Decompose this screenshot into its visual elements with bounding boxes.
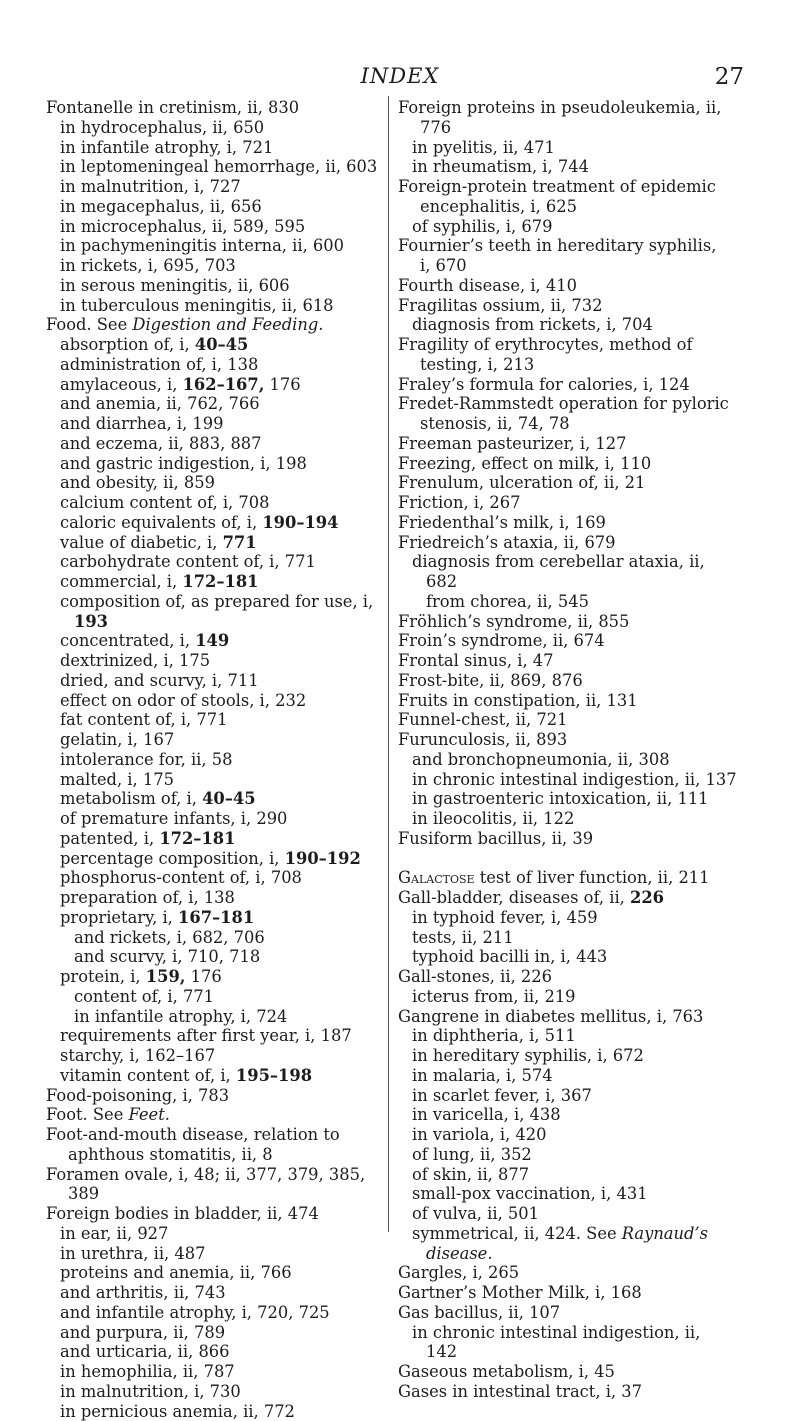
index-entry-text: and scurvy, i, 710, 718 [74,947,260,966]
index-entry [398,750,763,770]
index-entry-text: encephalitis, i, 625 [420,197,577,216]
index-entry [398,1046,763,1066]
index-entry-text: fat content of, i, 771 [60,710,227,729]
index-entry [46,1362,386,1382]
index-entry [398,177,763,197]
index-entry-text: calcium content of, i, 708 [60,493,269,512]
index-entry [398,868,763,888]
index-entry-text: Friedenthal’s milk, i, 169 [398,513,606,532]
index-entry-text: in hereditary syphilis, i, 672 [412,1046,644,1065]
index-entry-text: aphthous stomatitis, ii, 8 [68,1145,273,1164]
index-entry-text: 172–181 [159,829,235,848]
index-entry [46,513,386,533]
index-entry-text: Gartner’s Mother Milk, i, 168 [398,1283,642,1302]
section-gap [398,849,763,869]
index-entry-text: Foreign bodies in bladder, ii, 474 [46,1204,319,1223]
index-entry [46,157,386,177]
index-entry [46,375,386,395]
index-entry-text: in chronic intestinal indigestion, ii, 137 [412,770,737,789]
index-entry-text: in pachymeningitis interna, ii, 600 [60,236,344,255]
index-entry-text: Food. See [46,315,132,334]
index-entry-text: composition of, as prepared for use, i, [60,592,373,611]
index-entry-text: Gas bacillus, ii, 107 [398,1303,560,1322]
index-entry-text: in variola, i, 420 [412,1125,546,1144]
index-entry-text: and urticaria, ii, 866 [60,1342,230,1361]
index-entry [398,157,763,177]
index-entry-text: Gangrene in diabetes mellitus, i, 763 [398,1007,703,1026]
index-entry-text: Foreign-protein treatment of epidemic [398,177,716,196]
index-entry [46,1086,386,1106]
index-entry-text: icterus from, ii, 219 [412,987,576,1006]
index-entry-text: of premature infants, i, 290 [60,809,287,828]
index-entry-text: of vulva, ii, 501 [412,1204,539,1223]
index-entry-text: Gargles, i, 265 [398,1263,519,1282]
index-entry-text: Froin’s syndrome, ii, 674 [398,631,605,650]
index-entry-text: in tuberculous meningitis, ii, 618 [60,296,334,315]
index-entry [398,1026,763,1046]
index-entry [398,552,763,572]
index-entry [398,691,763,711]
index-entry [398,138,763,158]
index-entry-text: in rheumatism, i, 744 [412,157,589,176]
index-entry-text: in infantile atrophy, i, 724 [74,1007,287,1026]
index-entry-text: administration of, i, 138 [60,355,258,374]
index-entry-text: carbohydrate content of, i, 771 [60,552,316,571]
index-entry-text: typhoid bacilli in, i, 443 [412,947,607,966]
index-entry [398,1165,763,1185]
index-entry [46,138,386,158]
index-entry [46,987,386,1007]
index-entry [46,1342,386,1362]
index-entry-text: Freezing, effect on milk, i, 110 [398,454,651,473]
index-entry-text: 176 [264,375,300,394]
index-entry-text: 193 [74,612,108,631]
index-entry-text: Frenulum, ulceration of, ii, 21 [398,473,645,492]
index-entry-text: Fourth disease, i, 410 [398,276,577,295]
index-entry [46,730,386,750]
index-entry [398,612,763,632]
index-entry [46,434,386,454]
index-entry-text: of syphilis, i, 679 [412,217,552,236]
index-entry-text: in scarlet fever, i, 367 [412,1086,592,1105]
index-entry [46,691,386,711]
index-entry-text: patented, i, [60,829,159,848]
index-entry [398,1283,763,1303]
index-entry [46,118,386,138]
index-entry-text: and anemia, ii, 762, 766 [60,394,260,413]
index-entry [398,355,763,375]
index-entry-text: i, 670 [420,256,467,275]
index-entry-text: Frost-bite, ii, 869, 876 [398,671,583,690]
index-entry [398,572,763,592]
index-entry [398,256,763,276]
index-entry [46,276,386,296]
index-entry [398,1224,763,1244]
index-entry [398,987,763,1007]
index-entry-text: Friction, i, 267 [398,493,520,512]
index-entry-text: Fragility of erythrocytes, method of [398,335,693,354]
index-entry [398,1125,763,1145]
index-entry-text: absorption of, i, [60,335,195,354]
index-entry-text: 190–192 [285,849,361,868]
index-entry-text: Fontanelle in cretinism, ii, 830 [46,98,299,117]
index-entry-text: dried, and scurvy, i, 711 [60,671,259,690]
index-entry [46,1204,386,1224]
index-entry-text: percentage composition, i, [60,849,285,868]
index-entry [398,98,763,118]
index-entry-text: 159, [146,967,186,986]
index-entry [46,296,386,316]
index-entry-text: value of diabetic, i, [60,533,223,552]
index-entry-text: and gastric indigestion, i, 198 [60,454,307,473]
index-entry-text: Fournier’s teeth in hereditary syphilis, [398,236,716,255]
index-entry-text: 149 [195,631,229,650]
index-column-right [398,98,763,1402]
index-entry-text: 162–167, [183,375,265,394]
index-entry [398,967,763,987]
index-entry-text: Gall-bladder, diseases of, ii, [398,888,630,907]
index-entry-text: 190–194 [262,513,338,532]
index-entry [46,1323,386,1343]
index-entry-text: in varicella, i, 438 [412,1105,561,1124]
index-entry-text: and infantile atrophy, i, 720, 725 [60,1303,330,1322]
index-entry [398,276,763,296]
index-entry-text: diagnosis from rickets, i, 704 [412,315,653,334]
index-entry-text: 142 [426,1342,457,1361]
index-entry-text: and arthritis, ii, 743 [60,1283,226,1302]
index-entry [398,375,763,395]
index-entry [398,1145,763,1165]
index-entry-text: 172–181 [182,572,258,591]
index-entry-text: in chronic intestinal indigestion, ii, [412,1323,700,1342]
index-entry [46,651,386,671]
index-entry-text: Gaseous metabolism, i, 45 [398,1362,615,1381]
index-entry [398,335,763,355]
index-entry-text: in microcephalus, ii, 589, 595 [60,217,305,236]
index-entry-text: of lung, ii, 352 [412,1145,532,1164]
index-entry [46,572,386,592]
index-entry [46,928,386,948]
index-entry-text: testing, i, 213 [420,355,534,374]
index-entry-text: 771 [223,533,257,552]
index-entry [398,789,763,809]
index-entry-text: phosphorus-content of, i, 708 [60,868,302,887]
index-entry [46,849,386,869]
index-entry [398,888,763,908]
index-entry [46,414,386,434]
index-entry [46,552,386,572]
index-entry [398,1342,763,1362]
index-entry-text: Fruits in constipation, ii, 131 [398,691,638,710]
index-entry [398,1066,763,1086]
index-entry-text: in pyelitis, ii, 471 [412,138,555,157]
index-entry-text: 226 [630,888,664,907]
index-entry [398,1382,763,1402]
index-entry-text: starchy, i, 162–167 [60,1046,215,1065]
index-entry-text: commercial, i, [60,572,182,591]
index-entry [46,1165,386,1185]
index-entry [46,217,386,237]
index-entry-text: Foot. See [46,1105,129,1124]
index-entry [398,1007,763,1027]
index-entry [46,394,386,414]
index-entry [46,493,386,513]
index-entry [398,1323,763,1343]
index-entry-text: in ileocolitis, ii, 122 [412,809,574,828]
index-entry [46,671,386,691]
index-entry-text: Frontal sinus, i, 47 [398,651,554,670]
index-entry [46,888,386,908]
index-entry-text: 40–45 [202,789,255,808]
index-entry-text: 682 [426,572,457,591]
index-entry [46,355,386,375]
index-entry-text: effect on odor of stools, i, 232 [60,691,306,710]
index-entry [398,770,763,790]
column-divider [388,96,389,1232]
index-entry [398,1105,763,1125]
index-entry-text: in malnutrition, i, 730 [60,1382,241,1401]
index-entry-text: in malnutrition, i, 727 [60,177,241,196]
index-entry-text: Furunculosis, ii, 893 [398,730,567,749]
index-entry-text: intolerance for, ii, 58 [60,750,232,769]
index-entry [46,770,386,790]
index-entry [46,335,386,355]
index-entry-text: and bronchopneumonia, ii, 308 [412,750,670,769]
index-entry-text: 389 [68,1184,99,1203]
index-entry-text: Food-poisoning, i, 783 [46,1086,229,1105]
index-entry-text: Raynaud’s [622,1224,708,1243]
index-entry-text: and obesity, ii, 859 [60,473,215,492]
index-entry [398,809,763,829]
index-entry-text: Gall-stones, ii, 226 [398,967,552,986]
index-entry-text: and eczema, ii, 883, 887 [60,434,262,453]
index-entry-text: Fusiform bacillus, ii, 39 [398,829,593,848]
index-entry-text: in diphtheria, i, 511 [412,1026,576,1045]
index-entry [46,197,386,217]
index-entry-text: in hemophilia, ii, 787 [60,1362,235,1381]
index-entry-text: small-pox vaccination, i, 431 [412,1184,648,1203]
index-entry [46,1303,386,1323]
index-entry [46,908,386,928]
index-entry [398,631,763,651]
index-entry [46,612,386,632]
index-entry-text: Fredet-Rammstedt operation for pyloric [398,394,729,413]
index-entry-text: tests, ii, 211 [412,928,514,947]
index-entry [46,1066,386,1086]
index-entry-text: caloric equivalents of, i, [60,513,262,532]
index-entry-text: in typhoid fever, i, 459 [412,908,598,927]
index-entry [398,414,763,434]
index-entry [46,98,386,118]
index-entry [46,829,386,849]
index-entry [46,473,386,493]
index-entry-text: in megacephalus, ii, 656 [60,197,262,216]
index-entry-text: test of liver function, ii, 211 [475,868,710,887]
index-entry-text: vitamin content of, i, [60,1066,236,1085]
index-entry [46,1105,386,1125]
index-entry [398,434,763,454]
index-entry-text: and purpura, ii, 789 [60,1323,225,1342]
index-entry-text: in leptomeningeal hemorrhage, ii, 603 [60,157,377,176]
index-entry-text: malted, i, 175 [60,770,174,789]
index-entry [46,631,386,651]
index-entry-text: metabolism of, i, [60,789,202,808]
index-entry-text: amylaceous, i, [60,375,183,394]
index-entry [46,592,386,612]
page-header [0,64,800,94]
index-entry-text: in rickets, i, 695, 703 [60,256,236,275]
index-entry-text: Freeman pasteurizer, i, 127 [398,434,627,453]
index-entry [398,513,763,533]
index-entry [46,710,386,730]
index-entry [46,177,386,197]
index-entry [46,1402,386,1421]
index-entry-text: 776 [420,118,451,137]
index-entry-text: in infantile atrophy, i, 721 [60,138,273,157]
index-entry-text: requirements after first year, i, 187 [60,1026,352,1045]
index-entry [398,197,763,217]
index-entry [46,868,386,888]
index-entry [398,928,763,948]
index-entry-text: 195–198 [236,1066,312,1085]
index-entry [398,1204,763,1224]
index-entry-text: Gases in intestinal tract, i, 37 [398,1382,642,1401]
index-entry [46,1145,386,1165]
index-entry [46,1026,386,1046]
index-entry-text: in urethra, ii, 487 [60,1244,205,1263]
index-entry [398,236,763,256]
index-entry [46,789,386,809]
index-entry [46,1263,386,1283]
index-entry-text: in malaria, i, 574 [412,1066,553,1085]
page-number: 27 [715,64,744,90]
index-entry-text: Funnel-chest, ii, 721 [398,710,567,729]
index-entry-text: Feet. [129,1105,170,1124]
index-entry-text: concentrated, i, [60,631,195,650]
index-entry [46,967,386,987]
index-entry [398,1244,763,1264]
index-entry [46,533,386,553]
index-entry [398,908,763,928]
index-entry-text: 167–181 [178,908,254,927]
index-column-left [46,98,386,1421]
index-entry [46,256,386,276]
index-entry-text: in ear, ii, 927 [60,1224,168,1243]
index-entry-text: 40–45 [195,335,248,354]
index-entry [46,1046,386,1066]
index-entry-text: of skin, ii, 877 [412,1165,529,1184]
index-entry [46,750,386,770]
index-entry-text: proprietary, i, [60,908,178,927]
index-entry [398,473,763,493]
index-entry-text: in serous meningitis, ii, 606 [60,276,290,295]
index-entry [46,1007,386,1027]
index-entry-text: Foramen ovale, i, 48; ii, 377, 379, 385, [46,1165,365,1184]
index-entry [46,454,386,474]
index-entry-text: Digestion and Feeding. [132,315,323,334]
index-entry [46,1224,386,1244]
index-entry [398,296,763,316]
index-entry [46,1184,386,1204]
index-entry [46,1283,386,1303]
index-entry-text: dextrinized, i, 175 [60,651,210,670]
index-entry [46,315,386,335]
index-entry [398,1303,763,1323]
index-entry-text: content of, i, 771 [74,987,214,1006]
index-entry [398,217,763,237]
index-entry [398,1086,763,1106]
index-entry-text: stenosis, ii, 74, 78 [420,414,570,433]
index-entry-text: Friedreich’s ataxia, ii, 679 [398,533,616,552]
index-entry [398,493,763,513]
index-entry [46,1382,386,1402]
index-entry [398,947,763,967]
index-entry-text: gelatin, i, 167 [60,730,174,749]
index-entry-text: in hydrocephalus, ii, 650 [60,118,264,137]
index-entry [398,592,763,612]
index-entry [46,236,386,256]
index-entry [398,1184,763,1204]
index-entry [398,394,763,414]
index-entry-text: Fraley’s formula for calories, i, 124 [398,375,690,394]
index-entry [398,454,763,474]
index-entry [398,315,763,335]
index-entry [46,809,386,829]
index-entry-text: 176 [185,967,221,986]
index-entry [398,730,763,750]
index-entry-text: in gastroenteric intoxication, ii, 111 [412,789,709,808]
index-entry-text: Fröhlich’s syndrome, ii, 855 [398,612,629,631]
index-entry-text: symmetrical, ii, 424. See [412,1224,622,1243]
index-entry-text: Foreign proteins in pseudoleukemia, ii, [398,98,721,117]
index-entry-text: Foot-and-mouth disease, relation to [46,1125,340,1144]
index-entry [398,829,763,849]
index-entry [398,1362,763,1382]
index-entry [398,651,763,671]
index-entry [46,947,386,967]
index-entry-text: in pernicious anemia, ii, 772 [60,1402,295,1421]
index-entry-text: Galactose [398,868,475,887]
index-entry [398,1263,763,1283]
index-entry [398,710,763,730]
index-entry-text: proteins and anemia, ii, 766 [60,1263,292,1282]
index-entry [398,671,763,691]
index-entry [398,533,763,553]
index-entry-text: from chorea, ii, 545 [426,592,589,611]
index-entry-text: and diarrhea, i, 199 [60,414,224,433]
running-title: INDEX [0,64,800,88]
index-entry-text: preparation of, i, 138 [60,888,235,907]
index-entry [46,1125,386,1145]
index-entry-text: and rickets, i, 682, 706 [74,928,265,947]
index-entry [398,118,763,138]
index-entry-text: disease. [426,1244,493,1263]
index-entry-text: protein, i, [60,967,146,986]
index-entry [46,1244,386,1264]
index-entry-text: Fragilitas ossium, ii, 732 [398,296,602,315]
index-entry-text: diagnosis from cerebellar ataxia, ii, [412,552,705,571]
